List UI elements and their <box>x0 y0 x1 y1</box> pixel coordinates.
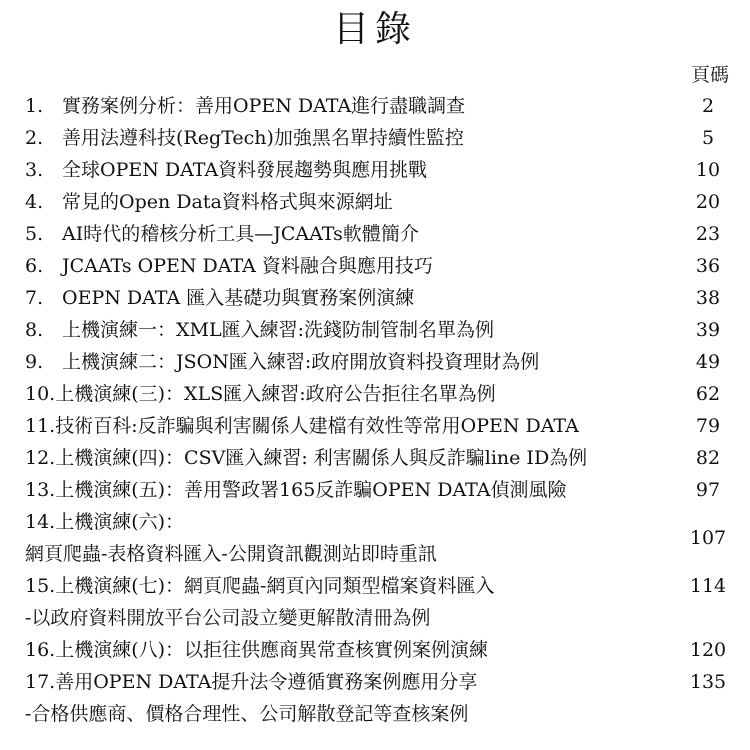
toc-entry-title: 善用OPEN DATA提升法令遵循實務案例應用分享 <box>55 671 478 693</box>
toc-entry-title: 上機演練(五)：善用警政署165反詐騙OPEN DATA偵測風險 <box>55 479 567 501</box>
toc-entry-15[interactable] <box>0 570 750 634</box>
toc-entry-page: 97 <box>695 479 721 501</box>
toc-entry-page: 135 <box>689 671 727 693</box>
toc-entry-17[interactable] <box>0 666 750 730</box>
toc-entry-title: 上機演練一：XML匯入練習:洗錢防制管制名單為例 <box>62 319 495 341</box>
toc-entry-title: 上機演練二：JSON匯入練習:政府開放資料投資理財為例 <box>62 351 540 373</box>
toc-entry-number: 12. <box>25 447 56 469</box>
toc-entry-13[interactable] <box>0 474 750 506</box>
toc-entry-page: 79 <box>695 415 721 437</box>
toc-entry-title: 上機演練(七)：網頁爬蟲-網頁內同類型檔案資料匯入 <box>55 575 495 597</box>
toc-entry-page: 20 <box>695 191 721 213</box>
toc-entry-title: 技術百科:反詐騙與利害關係人建檔有效性等常用OPEN DATA <box>55 415 579 437</box>
toc-entry-page: 39 <box>695 319 721 341</box>
toc-entry-page: 49 <box>695 351 721 373</box>
toc-entry-11[interactable] <box>0 410 750 442</box>
toc-entry-5[interactable] <box>0 218 750 250</box>
toc-entry-7[interactable] <box>0 282 750 314</box>
toc-entry-subtitle: -以政府資料開放平台公司設立變更解散清冊為例 <box>25 607 431 629</box>
toc-entry-page: 120 <box>689 639 727 661</box>
toc-entry-title: 善用法遵科技(RegTech)加強黑名單持續性監控 <box>62 127 464 149</box>
toc-entry-4[interactable] <box>0 186 750 218</box>
toc-entry-12[interactable] <box>0 442 750 474</box>
toc-entry-title: OEPN DATA 匯入基礎功與實務案例演練 <box>62 287 415 309</box>
toc-entry-number: 10. <box>25 383 56 405</box>
toc-entry-6[interactable] <box>0 250 750 282</box>
toc-entry-number: 17. <box>25 671 56 693</box>
toc-entry-1[interactable] <box>0 90 750 122</box>
toc-entry-number: 15. <box>25 575 56 597</box>
toc-entry-title: AI時代的稽核分析工具—JCAATs軟體簡介 <box>62 223 419 245</box>
toc-entry-title: JCAATs OPEN DATA 資料融合與應用技巧 <box>62 255 433 277</box>
toc-entry-8[interactable] <box>0 314 750 346</box>
toc-entry-number: 7. <box>25 287 44 309</box>
toc-entry-number: 14. <box>25 511 56 533</box>
toc-entry-number: 13. <box>25 479 56 501</box>
toc-entry-title: 常見的Open Data資料格式與來源網址 <box>62 191 393 213</box>
toc-entry-page: 82 <box>695 447 721 469</box>
page-title: 目錄 <box>332 9 417 50</box>
toc-entry-page: 36 <box>695 255 721 277</box>
toc-entry-number: 5. <box>25 223 44 245</box>
toc-entry-subtitle: 網頁爬蟲-表格資料匯入-公開資訊觀測站即時重訊 <box>25 543 437 565</box>
toc-entry-number: 1. <box>25 95 44 117</box>
toc-entry-page: 38 <box>695 287 721 309</box>
toc-entry-title: 上機演練(四)：CSV匯入練習: 利害關係人與反詐騙line ID為例 <box>55 447 588 469</box>
toc-entry-number: 4. <box>25 191 44 213</box>
toc-entry-title: 全球OPEN DATA資料發展趨勢與應用挑戰 <box>62 159 428 181</box>
toc-entry-subtitle: -合格供應商、價格合理性、公司解散登記等查核案例 <box>25 703 469 725</box>
toc-entry-page: 5 <box>701 127 715 149</box>
toc-entry-page: 2 <box>701 95 715 117</box>
toc-entry-number: 16. <box>25 639 56 661</box>
toc-entry-number: 11. <box>25 415 56 437</box>
toc-entry-number: 8. <box>25 319 44 341</box>
toc-entry-title: 實務案例分析：善用OPEN DATA進行盡職調查 <box>62 95 466 117</box>
toc-entry-title: 上機演練(六)： <box>55 511 185 533</box>
toc-entry-number: 9. <box>25 351 44 373</box>
toc-entry-16[interactable] <box>0 634 750 666</box>
toc-entry-number: 2. <box>25 127 44 149</box>
toc-entry-page: 62 <box>695 383 721 405</box>
toc-entry-number: 3. <box>25 159 44 181</box>
toc-list <box>0 90 750 730</box>
toc-entry-page: 10 <box>695 159 721 181</box>
toc-entry-page: 114 <box>689 575 727 597</box>
toc-entry-title: 上機演練(三)：XLS匯入練習:政府公告拒往名單為例 <box>55 383 496 405</box>
toc-entry-page: 23 <box>695 223 721 245</box>
toc-entry-9[interactable] <box>0 346 750 378</box>
page-number-header: 頁碼 <box>690 64 729 86</box>
toc-entry-3[interactable] <box>0 154 750 186</box>
toc-entry-2[interactable] <box>0 122 750 154</box>
toc-entry-page: 107 <box>689 527 727 549</box>
toc-entry-title: 上機演練(八)：以拒往供應商異常查核實例案例演練 <box>55 639 489 661</box>
toc-entry-10[interactable] <box>0 378 750 410</box>
toc-entry-number: 6. <box>25 255 44 277</box>
toc-entry-14[interactable] <box>0 506 750 570</box>
